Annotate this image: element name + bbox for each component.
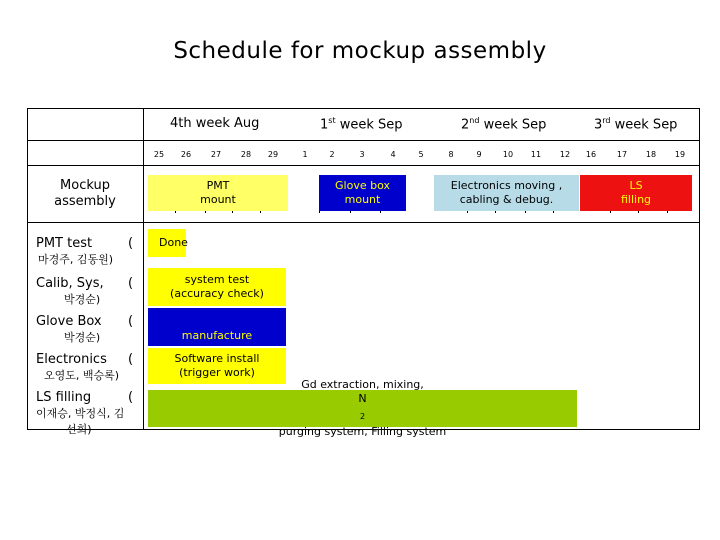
page-title: Schedule for mockup assembly	[173, 38, 547, 64]
bar-text: Software install	[174, 352, 260, 365]
day-label: 2	[329, 150, 335, 159]
day-label: 8	[448, 150, 454, 159]
bar-text: manufacture	[181, 329, 253, 342]
task-label-line: assembly	[54, 194, 116, 209]
task-people: 마경주, 김동원)	[38, 253, 114, 266]
day-label: 18	[645, 150, 657, 159]
task-paren: (	[128, 276, 134, 291]
task-label-line: Mockup	[60, 178, 110, 193]
bar-done	[148, 229, 186, 257]
task-paren: (	[128, 390, 134, 405]
row-divider	[27, 222, 700, 223]
day-label: 25	[153, 150, 165, 159]
bar-text: Done	[159, 236, 188, 249]
task-mockup-assembly	[27, 178, 143, 210]
week-header-sep-3: 3rd week Sep	[594, 116, 678, 133]
bar-pmt-mount	[148, 175, 288, 211]
bar-text: filling	[620, 193, 652, 206]
day-label: 1	[302, 150, 308, 159]
bar-text: N $_2$ purging system, Filling system	[278, 392, 447, 438]
day-label: 29	[267, 150, 279, 159]
task-people: 박경순)	[64, 331, 101, 344]
bar-electronics-moving	[434, 175, 579, 211]
bar-glove-box-mount	[319, 175, 406, 211]
task-paren: (	[128, 352, 134, 367]
task-paren: (	[128, 314, 134, 329]
task-name: LS filling	[36, 390, 92, 405]
row-divider	[27, 140, 700, 141]
day-label: 9	[476, 150, 482, 159]
day-label: 3	[359, 150, 365, 159]
day-label: 12	[559, 150, 571, 159]
bar-text: Electronics moving ,	[450, 179, 563, 192]
bar-text: Gd extraction, mixing,	[301, 378, 424, 392]
row-divider	[27, 165, 700, 166]
task-people: 오영도, 백승록)	[44, 369, 120, 382]
bar-text: Glove box	[335, 179, 390, 192]
task-people: 박경순)	[64, 293, 101, 306]
week-header-sep-1: 1st week Sep	[320, 116, 403, 133]
bar-text: mount	[344, 193, 381, 206]
day-label: 28	[240, 150, 252, 159]
bar-text: (accuracy check)	[170, 287, 264, 300]
task-electronics	[36, 352, 134, 384]
task-name: Calib, Sys,	[36, 276, 104, 291]
task-pmt-test	[36, 236, 134, 268]
bar-system-test	[148, 268, 286, 306]
bar-gd-extraction	[148, 378, 577, 438]
day-label: 11	[530, 150, 542, 159]
task-ls-filling	[36, 390, 134, 438]
bar-text: system test	[184, 273, 250, 286]
task-people: 선희)	[66, 423, 92, 436]
task-paren: (	[128, 236, 134, 251]
bar-ls-filling	[580, 175, 692, 211]
day-label: 19	[674, 150, 686, 159]
day-label: 16	[585, 150, 597, 159]
bar-text: PMT	[206, 179, 230, 192]
day-label: 5	[418, 150, 424, 159]
day-label: 10	[502, 150, 514, 159]
day-label: 4	[390, 150, 396, 159]
task-name: PMT test	[36, 236, 93, 251]
bar-text: LS	[629, 179, 643, 192]
task-glove-box	[36, 314, 134, 346]
task-name: Glove Box	[36, 314, 102, 329]
task-column-divider	[143, 108, 144, 430]
task-name: Electronics	[36, 352, 107, 367]
bar-text: (trigger work)	[179, 366, 255, 379]
bar-software-install	[148, 348, 286, 384]
day-label: 17	[616, 150, 628, 159]
bar-text: cabling & debug.	[459, 193, 554, 206]
task-people: 이재승, 박정식, 김	[36, 407, 125, 420]
week-header-sep-2: 2nd week Sep	[461, 116, 547, 133]
day-label: 27	[210, 150, 222, 159]
bar-text: mount	[200, 193, 236, 206]
day-label: 26	[180, 150, 192, 159]
bar-manufacture	[148, 308, 286, 346]
week-header-aug-4: 4th week Aug	[170, 116, 260, 131]
task-calib-sys	[36, 276, 134, 308]
